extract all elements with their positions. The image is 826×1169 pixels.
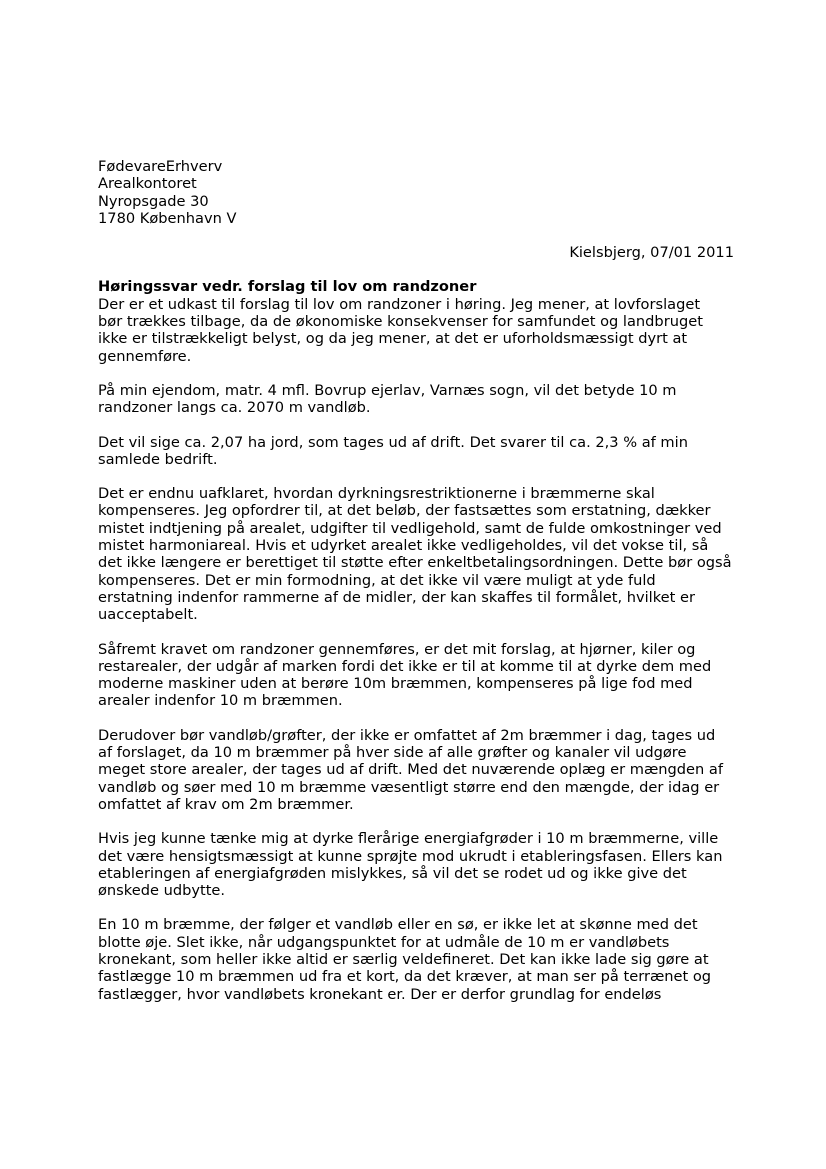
body-paragraph <box>98 830 734 899</box>
paragraph-line: kompenseres. Jeg opfordrer til, at det beløb, der fastsættes som erstatning, dækker <box>98 502 711 520</box>
paragraph-line: det ikke længere er berettiget til støtte efter enkeltbetalingsordningen. Dette bør også <box>98 554 732 572</box>
paragraph-line: kompenseres. Det er min formodning, at det ikke vil være muligt at yde fuld <box>98 571 656 589</box>
paragraph-line: omfattet af krav om 2m bræmmer. <box>98 795 354 813</box>
paragraph-line: randzoner langs ca. 2070 m vandløb. <box>98 399 371 417</box>
body-paragraph <box>98 296 734 365</box>
paragraph-line: Derudover bør vandløb/grøfter, der ikke er omfattet af 2m bræmmer i dag, tages ud <box>98 726 716 744</box>
body-paragraph <box>98 641 734 710</box>
body-paragraph <box>98 434 734 469</box>
paragraph-line: På min ejendom, matr. 4 mfl. Bovrup ejerlav, Varnæs sogn, vil det betyde 10 m <box>98 381 677 399</box>
recipient-name: FødevareErhverv <box>98 158 223 175</box>
paragraph-line: uacceptabelt. <box>98 606 198 624</box>
paragraph-line: En 10 m bræmme, der følger et vandløb eller en sø, er ikke let at skønne med det <box>98 916 698 934</box>
paragraph-line: blotte øje. Slet ikke, når udgangspunktet for at udmåle de 10 m er vandløbets <box>98 933 670 951</box>
paragraph-line: gennemføre. <box>98 347 192 365</box>
paragraph-line: fastlægge 10 m bræmmen ud fra et kort, da det kræver, at man ser på terrænet og <box>98 968 712 986</box>
recipient-department: Arealkontoret <box>98 175 197 193</box>
paragraph-line: etableringen af energiafgrøden mislykkes, så vil det se rodet ud og ikke give det <box>98 864 687 882</box>
paragraph-line: ønskede udbytte. <box>98 882 226 900</box>
paragraph-line: moderne maskiner uden at berøre 10m bræmmen, kompenseres på lige fod med <box>98 675 693 693</box>
recipient-address <box>98 158 734 227</box>
paragraph-line: arealer indenfor 10 m bræmmen. <box>98 692 343 710</box>
letter-subject: Høringssvar vedr. forslag til lov om randzoner <box>98 278 477 296</box>
paragraph-line: samlede bedrift. <box>98 450 218 468</box>
paragraph-line: meget store arealer, der tages ud af drift. Med det nuværende oplæg er mængden af <box>98 761 724 779</box>
paragraph-line: mistet indtjening på arealet, udgifter til vedligehold, samt de fulde omkostninger ved <box>98 519 722 537</box>
paragraph-line: det være hensigtsmæssigt at kunne sprøjte mod ukrudt i etableringsfasen. Ellers kan <box>98 847 723 865</box>
body-paragraph <box>98 727 734 813</box>
recipient-city: 1780 København V <box>98 209 237 227</box>
paragraph-line: fastlægger, hvor vandløbets kronekant er. Der er derfor grundlag for endeløs <box>98 985 662 1003</box>
body-paragraph <box>98 916 734 1002</box>
paragraph-line: kronekant, som heller ikke altid er særlig veldefineret. Det kan ikke lade sig gøre at <box>98 950 709 968</box>
recipient-street: Nyropsgade 30 <box>98 192 209 210</box>
paragraph-line: vandløb og søer med 10 m bræmme væsentligt større end den mængde, der idag er <box>98 778 720 796</box>
paragraph-line: Det er endnu uafklaret, hvordan dyrkningsrestriktionerne i bræmmerne skal <box>98 485 655 503</box>
place-date: Kielsbjerg, 07/01 2011 <box>569 244 734 262</box>
letter-body <box>98 296 734 1003</box>
paragraph-line: Hvis jeg kunne tænke mig at dyrke flerårige energiafgrøder i 10 m bræmmerne, ville <box>98 830 719 848</box>
paragraph-line: erstatning indenfor rammerne af de midler, der kan skaffes til formålet, hvilket er <box>98 588 695 606</box>
paragraph-line: restarealer, der udgår af marken fordi det ikke er til at komme til at dyrke dem med <box>98 657 712 675</box>
paragraph-line: Såfremt kravet om randzoner gennemføres, er det mit forslag, at hjørner, kiler og <box>98 640 696 658</box>
body-paragraph <box>98 485 734 623</box>
paragraph-line: bør trækkes tilbage, da de økonomiske konsekvenser for samfundet og landbruget <box>98 313 703 331</box>
paragraph-line: Der er et udkast til forslag til lov om randzoner i høring. Jeg mener, at lovforslaget <box>98 295 701 313</box>
letter-page <box>98 158 734 1020</box>
paragraph-line: af forslaget, da 10 m bræmmer på hver side af alle grøfter og kanaler vil udgøre <box>98 744 687 762</box>
paragraph-line: Det vil sige ca. 2,07 ha jord, som tages ud af drift. Det svarer til ca. 2,3 % af min <box>98 433 688 451</box>
paragraph-line: mistet harmoniareal. Hvis et udyrket arealet ikke vedligeholdes, vil det vokse til, så <box>98 537 709 555</box>
paragraph-line: ikke er tilstrækkeligt belyst, og da jeg mener, at det er uforholdsmæssigt dyrt at <box>98 330 688 348</box>
body-paragraph <box>98 382 734 417</box>
